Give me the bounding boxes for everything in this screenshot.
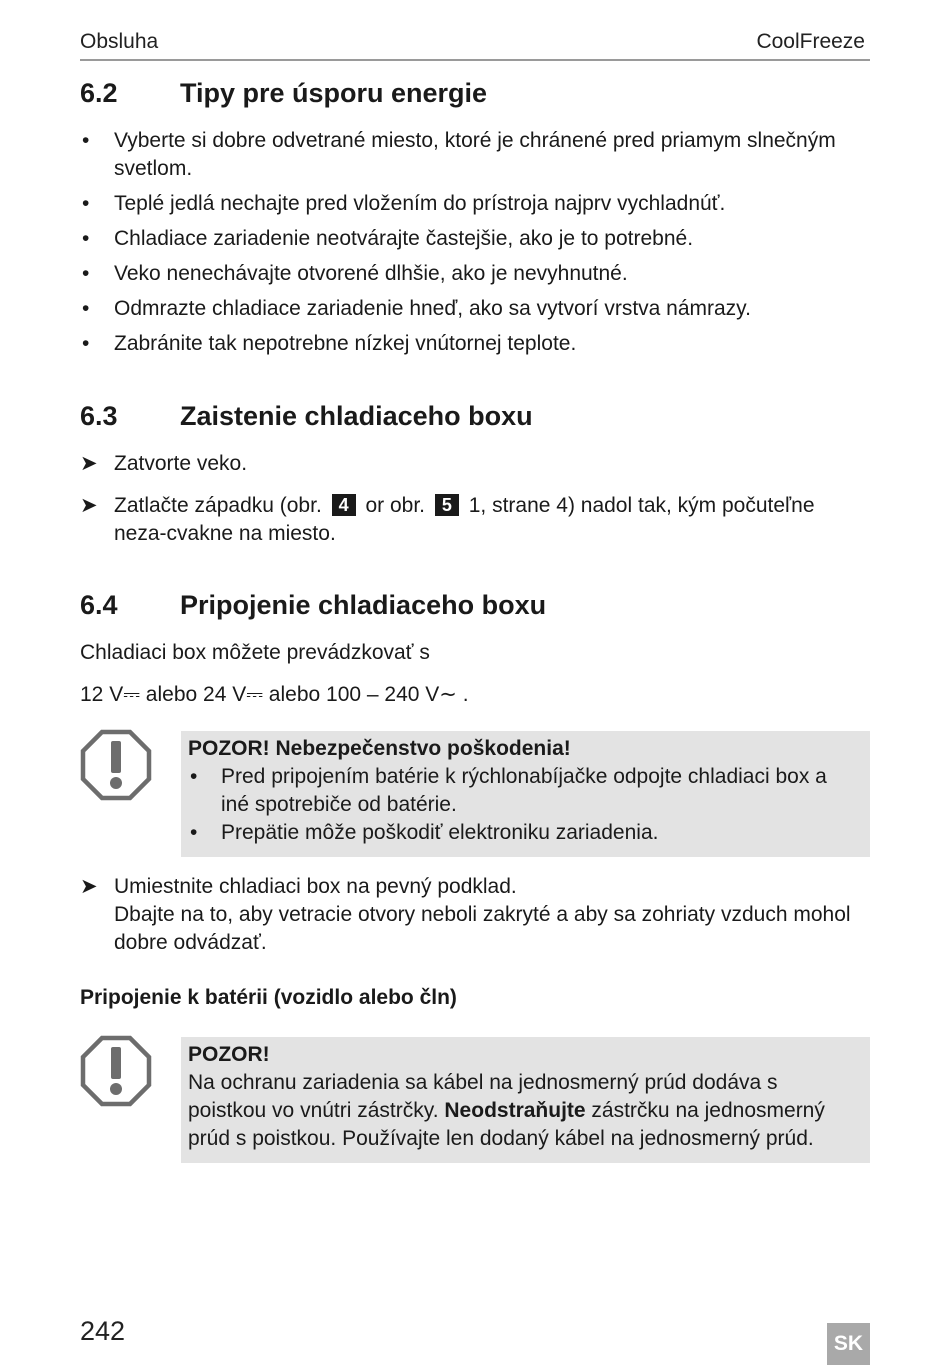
step-note: Dbajte na to, aby vetracie otvory neboli zakryté a aby sa zohriaty vzduch mohol dobre odvádzať. [114, 903, 851, 954]
bullet-mark: • [82, 297, 90, 320]
section-title: Pripojenie chladiaceho boxu [180, 590, 547, 620]
battery-connection-subheading: Pripojenie k batérii (vozidlo alebo čln) [80, 986, 457, 1009]
section-6-3-heading [80, 401, 533, 432]
exclamation-octagon-icon [80, 1035, 152, 1107]
list-item-text: Veko nenechávajte otvorené dlhšie, ako je nevyhnutné. [114, 262, 628, 285]
section-number: 6.4 [80, 590, 118, 620]
warning-text-part: zástrčku na jednosmerný prúd s poistkou. Používajte len dodaný kábel na jednosmerný prúd. [188, 1099, 825, 1150]
energy-tips-list [80, 127, 870, 365]
step-close-lid [80, 450, 870, 478]
page-number: 242 [80, 1316, 126, 1346]
list-item-text: Prepätie môže poškodiť elektroniku zariadenia. [221, 821, 659, 844]
list-item [80, 330, 870, 358]
language-badge: SK [827, 1323, 870, 1365]
list-item-text: Zabránite tak nepotrebne nízkej vnútornej teplote. [114, 332, 577, 355]
exclamation-octagon-icon [80, 729, 152, 801]
header-section-label: Obsluha [80, 30, 159, 53]
figure-ref-badge: 5 [435, 494, 459, 516]
bullet-mark: • [82, 192, 90, 215]
list-item [80, 190, 870, 218]
step-place-box [80, 873, 870, 957]
section-number: 6.2 [80, 78, 118, 108]
operation-intro: Chladiaci box môžete prevádzkovať s [80, 641, 430, 664]
bullet-mark: • [82, 129, 90, 152]
arrow-mark: ➤ [80, 452, 98, 475]
list-item-text: Teplé jedlá nechajte pred vložením do prístroja najprv vychladnúť. [114, 192, 726, 215]
warning-text-part: Na ochranu zariadenia sa kábel na jednosmerný prúd dodáva s poistkou vo vnútri zástrčky. [188, 1071, 778, 1122]
arrow-mark: ➤ [80, 875, 98, 898]
warning-emphasis: Neodstraňujte [444, 1099, 586, 1122]
warning-text [188, 1069, 860, 1153]
bullet-mark: • [190, 821, 198, 844]
step-text: or obr. [365, 494, 426, 517]
list-item [80, 295, 870, 323]
figure-ref-badge: 4 [332, 494, 356, 516]
warning-box-fuse [181, 1037, 870, 1163]
section-6-4-heading [80, 590, 546, 621]
bullet-mark: • [190, 765, 198, 788]
list-item-text: Vyberte si dobre odvetrané miesto, ktoré je chránené pred priamym slnečným svetlom. [114, 129, 836, 180]
bullet-mark: • [82, 262, 90, 285]
warning-title: POZOR! Nebezpečenstvo poškodenia! [188, 737, 571, 760]
list-item [80, 127, 870, 183]
step-text: 1, strane 4) nadol tak, kým počuteľne neza-cvakne na miesto. [114, 494, 815, 545]
list-item [188, 819, 860, 847]
list-item [80, 260, 870, 288]
section-number: 6.3 [80, 401, 118, 431]
step-text: Zatlačte západku (obr. [114, 494, 322, 517]
header-divider [80, 59, 870, 61]
list-item [80, 225, 870, 253]
warning-title: POZOR! [188, 1043, 270, 1066]
warning-list [188, 763, 860, 847]
header-product-name: CoolFreeze [756, 30, 865, 53]
bullet-mark: • [82, 332, 90, 355]
bullet-mark: • [82, 227, 90, 250]
section-6-2-heading [80, 78, 487, 109]
arrow-mark: ➤ [80, 494, 98, 517]
voltage-options: 12 V⎓ alebo 24 V⎓ alebo 100 – 240 V∼ . [80, 683, 469, 706]
step-text: Umiestnite chladiaci box na pevný podklad. [114, 875, 517, 898]
warning-box-damage [181, 731, 870, 857]
section-title: Tipy pre úsporu energie [180, 78, 488, 108]
step-press-latch [80, 492, 870, 548]
section-title: Zaistenie chladiaceho boxu [180, 401, 533, 431]
step-text: Zatvorte veko. [114, 452, 248, 475]
list-item-text: Chladiace zariadenie neotvárajte častejšie, ako je to potrebné. [114, 227, 694, 250]
list-item-text: Pred pripojením batérie k rýchlonabíjačke odpojte chladiaci box a iné spotrebiče od batérie. [221, 765, 827, 816]
list-item [188, 763, 860, 819]
list-item-text: Odmrazte chladiace zariadenie hneď, ako sa vytvorí vrstva námrazy. [114, 297, 751, 320]
